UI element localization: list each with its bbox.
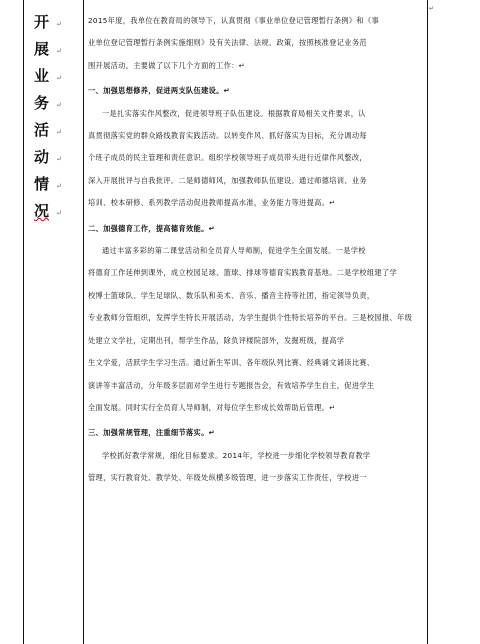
body-line: 个班子成员的民主管理和责任意识。组织学校领导班子成员带头进行近律作风整改，: [88, 153, 367, 163]
corner-paragraph-mark: ↵: [429, 5, 435, 12]
section-heading: 三、加强常规管理，注重细节落实。↵: [88, 428, 215, 438]
left-label-char: [34, 117, 74, 144]
body-line: 校博士篮球队、学生足球队、数乐队和美术、音乐、播音主持等社团，指定领导负责，: [88, 290, 375, 300]
body-line: 演讲等丰富活动，分年级多层面对学生进行专题报告会，有效培养学生自主，促进学生: [88, 380, 375, 390]
left-label-char-mark: ↵: [56, 101, 62, 109]
left-label-char-text: 情: [34, 175, 50, 193]
body-line: 管理，实行教育处、教学处、年级处纵横多级管理，进一步落实工作责任，学校进一: [88, 473, 367, 483]
left-label-char: [34, 198, 74, 225]
body-line: 围开展活动，主要做了以下几个方面的工作：↵: [88, 60, 246, 70]
body-line: 通过丰富多彩的第二课堂活动和全员育人导师制，促进学生全面发展。一是学校: [102, 246, 366, 256]
left-label-char-text: 业: [34, 67, 50, 85]
left-label-char-text: 开: [34, 13, 50, 31]
left-label-char-mark: ↵: [56, 128, 62, 136]
body-line: 2015年度，我单位在教育局的领导下，认真贯彻《事业单位登记管理暂行条例》和《事: [88, 16, 380, 25]
left-label-char-mark: ↵: [56, 20, 62, 28]
content-cell: [88, 10, 418, 490]
body-line: 真贯彻落实党的群众路线教育实践活动。以转变作风、抓好落实为目标，充分调动每: [88, 131, 367, 141]
body-line: 将德育工作延伸到课外，成立校园足球、篮球、排球等德育实践教育基地。二是学校组建了学: [88, 268, 398, 278]
left-label-char: [34, 144, 74, 171]
left-label-char-text: 动: [34, 148, 50, 166]
left-label-char-mark: ↵: [56, 47, 62, 55]
left-label-char-mark: ↵: [56, 155, 62, 163]
left-label-char-text: 活: [34, 121, 50, 139]
left-label-char: [34, 171, 74, 198]
left-label-char-text: 务: [34, 94, 50, 112]
body-line: 专业教师分管组织，发挥学生特长开展活动，为学生提供个性特长培养的平台。三是校园报、年级: [88, 313, 413, 323]
column-divider-lower: [83, 241, 84, 644]
body-line: 生文学爱，活跃学生学习生活。通过新生军训、各年级队列比赛、经典诵文诵读比赛、: [88, 358, 375, 368]
body-line: 全面发展。同时实行全员育人导师制，对每位学生形成长效帮助后管理。↵: [88, 402, 336, 412]
left-label-column: [34, 9, 74, 225]
body-line: 深入开展批评与自我批评。二是师德师风，加强教师队伍建设。通过师德培训、业务: [88, 175, 367, 185]
section-heading: 二、加强德育工作，提高德育效能。↵: [88, 223, 215, 233]
body-line: 一是扎实落实作风整改，促进领导班子队伍建设。根据教育局相关文件要求，认: [102, 108, 366, 118]
left-label-char: [34, 9, 74, 36]
left-label-char-text: 况: [34, 202, 50, 220]
body-line: 业单位登记管理暂行条例实施细则》及有关法律、法规、政策，按照核准登记业务范: [88, 38, 367, 48]
section-heading: 一、加强思想修养，促进两支队伍建设。↵: [88, 86, 231, 96]
body-line: 学校抓好教学常规，细化目标要求。2014年，学校进一步细化学校领导教育教学: [102, 450, 371, 460]
left-label-char-mark: ↵: [56, 74, 62, 82]
left-label-char-text: 展: [34, 40, 50, 58]
left-label-char: [34, 90, 74, 117]
column-divider: [83, 0, 84, 241]
body-line: 处建立文学社，定期出刊，帮学生作品，除负评楼院部外，发掘班级，提高学: [88, 335, 345, 345]
left-label-char-mark: ↵: [56, 182, 62, 190]
body-line: 培训、校本研修、系列教学活动促进教师提高水准，业务能力等进提高。↵: [88, 198, 336, 208]
left-label-char: [34, 63, 74, 90]
left-label-char: [34, 36, 74, 63]
left-label-char-mark: ↵: [56, 209, 62, 217]
